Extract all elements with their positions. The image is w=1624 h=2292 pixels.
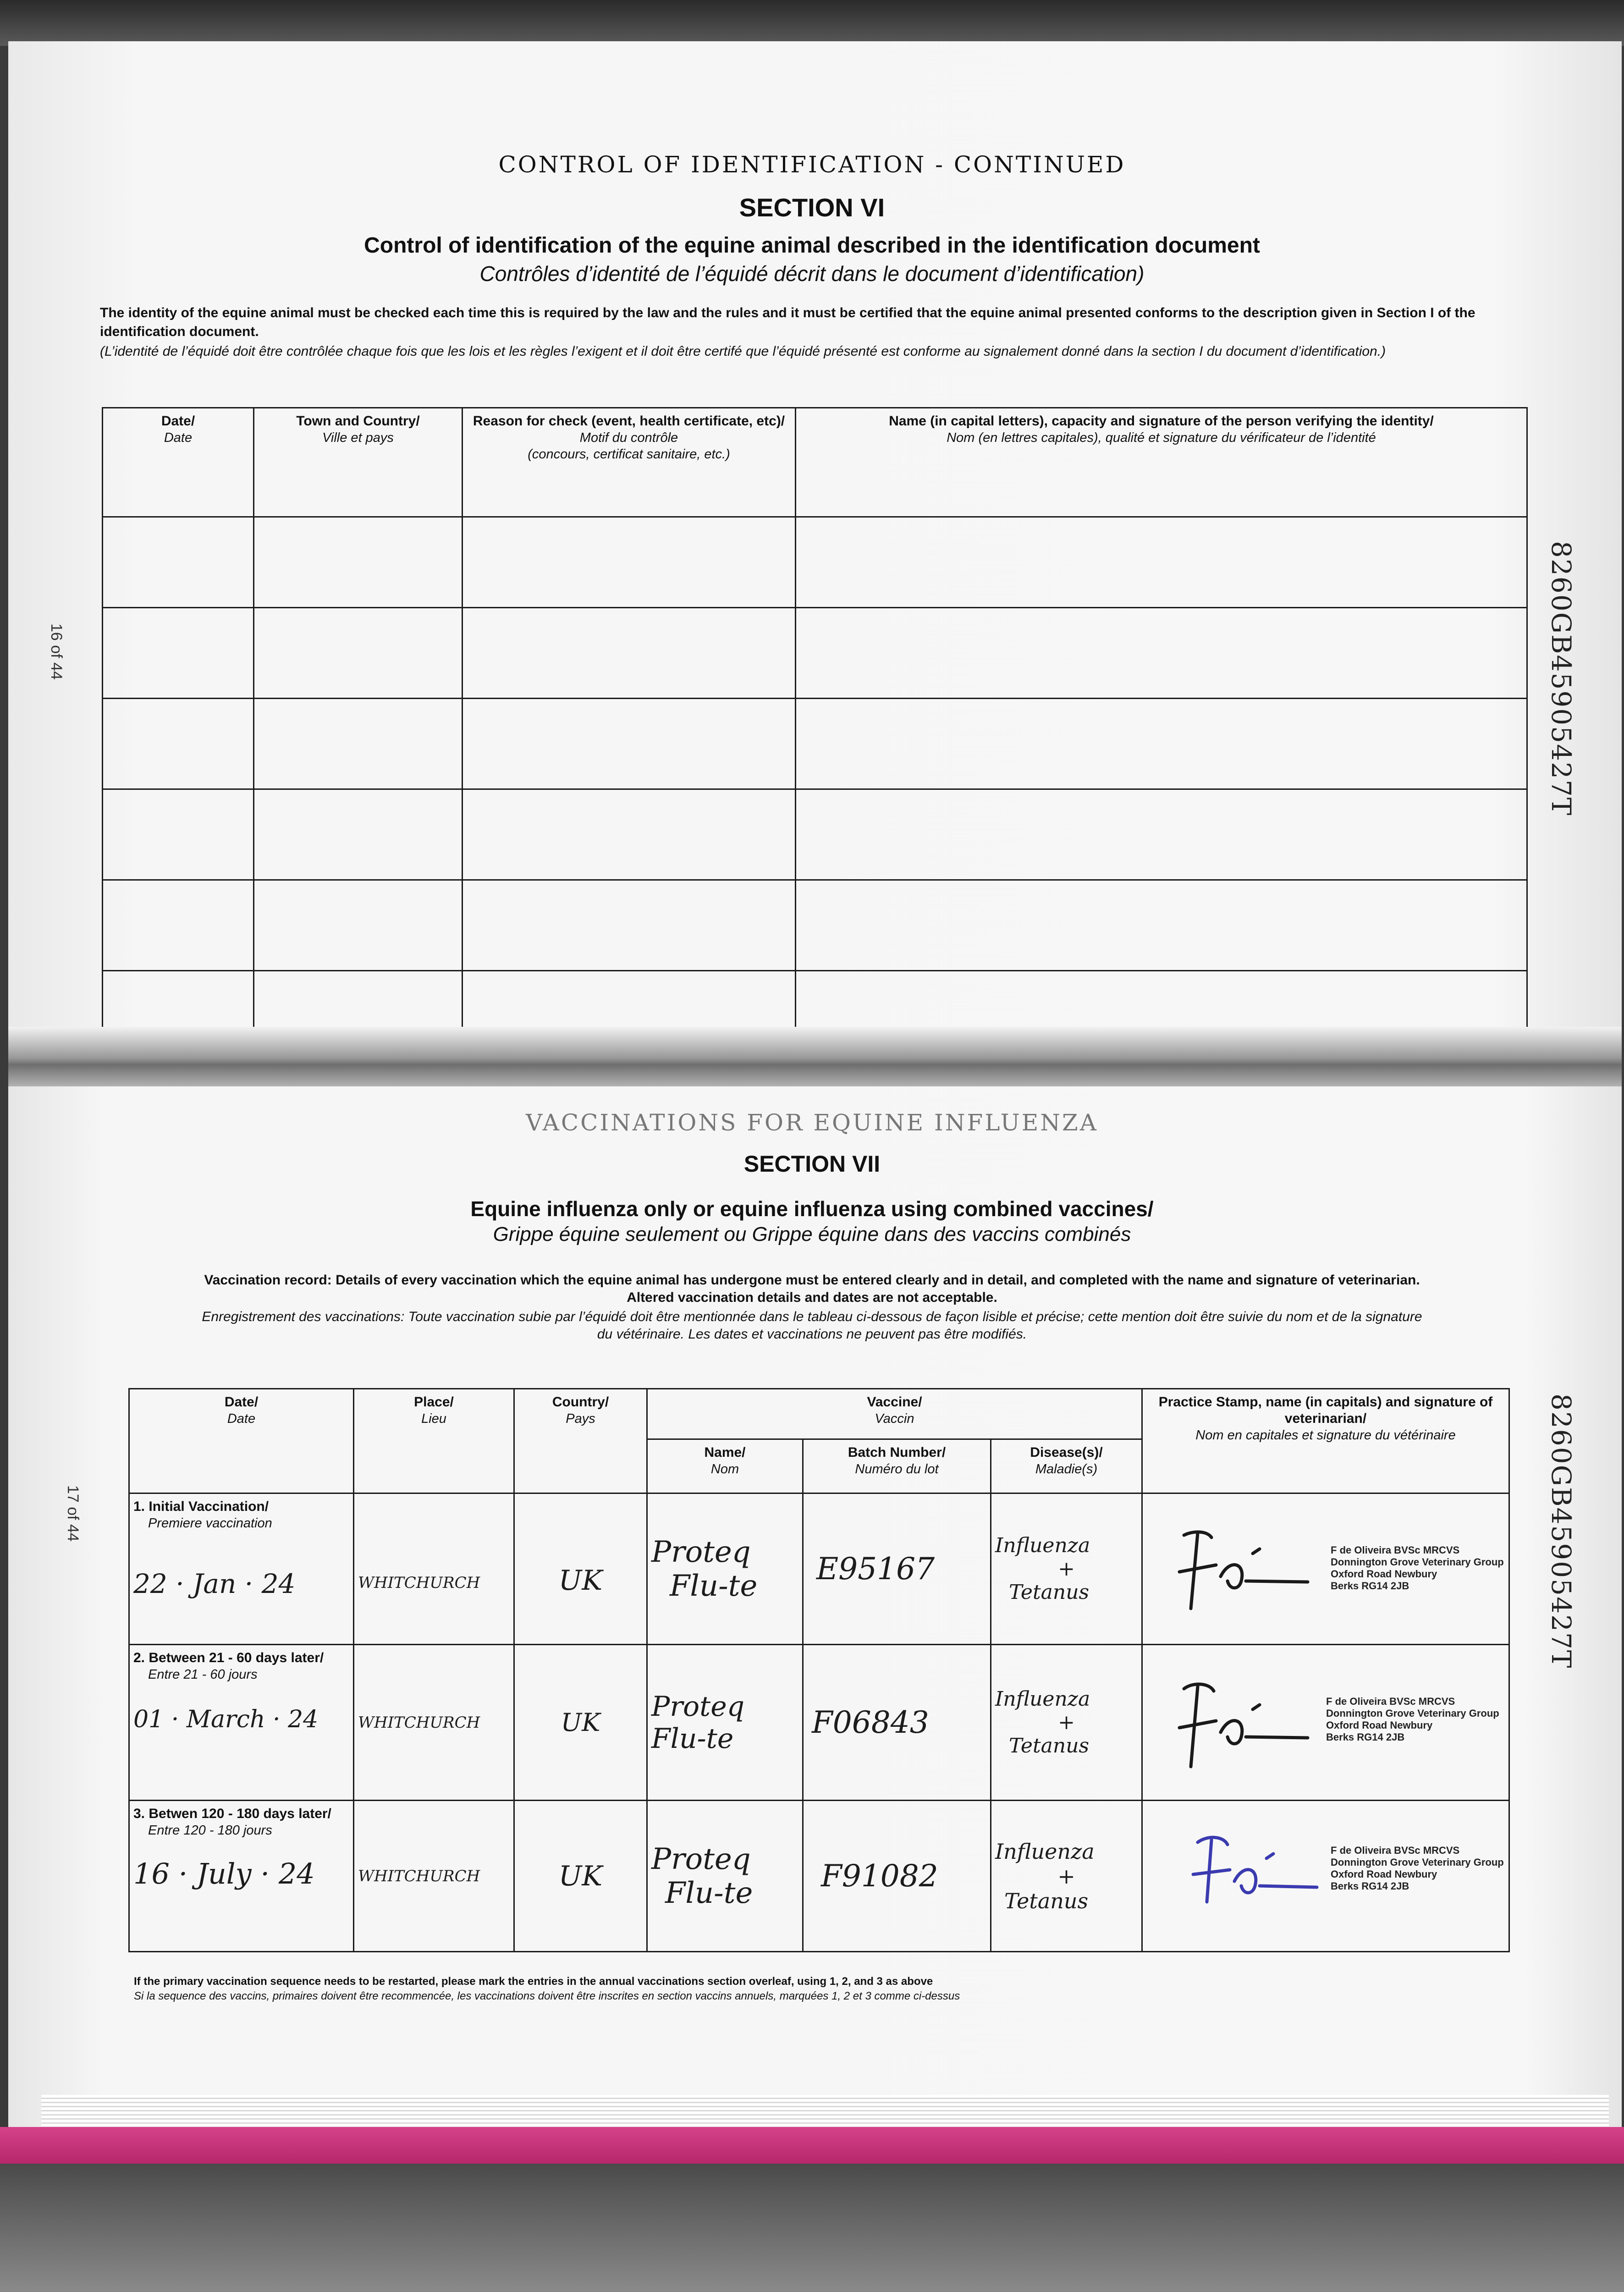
section6-intro-fr: (L’identité de l’équidé doit être contrôlée chaque fois que les lois et les règles l’exigent et il doit être certifé que l’équidé présenté est conforme au signalement donné dans la section I du document d’identification.) xyxy=(100,344,1386,359)
vet-signature-image xyxy=(1166,1673,1317,1774)
handwritten-date: 01 · March · 24 xyxy=(133,1706,319,1733)
header-vaccine: Vaccine/ Vaccin xyxy=(647,1389,1142,1439)
section6-intro-en: The identity of the equine animal must be checked each time this is required by the law and the rules and it must be certified that the equine animal presented conforms to the description given in Section I of the identification document. xyxy=(100,305,1475,339)
header-country: Country/ Pays xyxy=(514,1389,647,1493)
country-cell[interactable]: UK xyxy=(514,1645,647,1801)
place-cell[interactable]: WHITCHURCH xyxy=(354,1645,514,1801)
practice-stamp-cell[interactable] xyxy=(1142,1645,1509,1801)
page-number-17: 17 of 44 xyxy=(64,1485,82,1542)
page-number-16: 16 of 44 xyxy=(48,623,65,680)
handwritten-date: 22 · Jan · 24 xyxy=(133,1568,296,1599)
vaccine-name-cell[interactable]: Proteq Flu-te xyxy=(647,1493,803,1645)
date-cell[interactable]: 3. Betwen 120 - 180 days later/ Entre 120 - 180 jours 16 · July · 24 xyxy=(129,1801,354,1952)
handwritten-date: 16 · July · 24 xyxy=(133,1857,315,1890)
header-vaccine-name: Name/ Nom xyxy=(647,1439,803,1493)
country-cell[interactable]: UK xyxy=(514,1801,647,1952)
header-practice-stamp: Practice Stamp, name (in capitals) and signature of veterinarian/ Nom en capitales et signature du vétérinaire xyxy=(1142,1389,1509,1493)
header-batch-number: Batch Number/ Numéro du lot xyxy=(803,1439,991,1493)
reason-cell[interactable] xyxy=(462,880,796,971)
record-en-1: Vaccination record: Details of every vaccination which the equine animal has undergone must be entered clearly and in detail, and completed with the name and signature of veterinarian. xyxy=(204,1273,1420,1288)
batch-number-cell[interactable]: F06843 xyxy=(803,1645,991,1801)
disease-cell[interactable]: Influenza + Tetanus xyxy=(991,1801,1142,1952)
town-cell[interactable] xyxy=(254,608,462,699)
practice-stamp: F de Oliveira BVSc MRCVS Donnington Grove Veterinary Group Oxford Road Newbury Berks RG14 2JB xyxy=(1326,1696,1499,1743)
date-cell[interactable] xyxy=(103,517,254,608)
town-cell[interactable] xyxy=(254,789,462,880)
disease-cell[interactable]: Influenza + Tetanus xyxy=(991,1645,1142,1801)
batch-number-cell[interactable]: E95167 xyxy=(803,1493,991,1645)
table-row xyxy=(103,699,1527,789)
date-cell[interactable]: 2. Between 21 - 60 days later/ Entre 21 - 60 jours 01 · March · 24 xyxy=(129,1645,354,1801)
reason-cell[interactable] xyxy=(462,789,796,880)
reason-cell[interactable] xyxy=(462,699,796,789)
vaccination-header-row xyxy=(129,1389,1509,1439)
practice-stamp-cell[interactable] xyxy=(1142,1801,1509,1952)
identity-check-header-row xyxy=(103,408,1527,517)
table-row xyxy=(103,608,1527,699)
record-fr-1: Enregistrement des vaccinations: Toute vaccination subie par l’équidé doit être mentionnée dans le tableau ci-dessous de façon lisible et précise; cette mention doit être suivie du nom et de la signature xyxy=(202,1309,1422,1324)
section6-title-en: Control of identification of the equine animal described in the identification document xyxy=(364,233,1260,258)
table-row xyxy=(129,1645,1509,1801)
record-fr-2: du vétérinaire. Les dates et vaccinations ne peuvent pas être modifiés. xyxy=(597,1327,1027,1342)
table-row xyxy=(129,1493,1509,1645)
book-gutter xyxy=(8,1027,1622,1096)
reason-cell[interactable] xyxy=(462,517,796,608)
header-date: Date/ Date xyxy=(103,408,254,517)
section7-title-fr: Grippe équine seulement ou Grippe équine dans des vaccins combinés xyxy=(493,1223,1131,1245)
town-cell[interactable] xyxy=(254,699,462,789)
header-place: Place/ Lieu xyxy=(354,1389,514,1493)
country-cell[interactable]: UK xyxy=(514,1493,647,1645)
scanner-bottom-edge xyxy=(0,2164,1624,2292)
vaccination-table xyxy=(128,1388,1510,1952)
header-reason: Reason for check (event, health certificate, etc)/ Motif du contrôle (concours, certificat sanitaire, etc.) xyxy=(462,408,796,517)
footnote-en: If the primary vaccination sequence needs to be restarted, please mark the entries in the annual vaccinations section overleaf, using 1, 2, and 3 as above xyxy=(134,1975,933,1988)
section6-title: SECTION VI xyxy=(739,193,885,222)
date-cell[interactable]: 1. Initial Vaccination/ Premiere vaccination 22 · Jan · 24 xyxy=(129,1493,354,1645)
table-row xyxy=(103,789,1527,880)
record-en-2: Altered vaccination details and dates are not acceptable. xyxy=(627,1290,997,1305)
table-row xyxy=(103,880,1527,971)
date-cell[interactable] xyxy=(103,789,254,880)
town-cell[interactable] xyxy=(254,880,462,971)
verifier-cell[interactable] xyxy=(796,608,1527,699)
town-cell[interactable] xyxy=(254,517,462,608)
table-row xyxy=(129,1801,1509,1952)
date-cell[interactable] xyxy=(103,699,254,789)
vet-signature-image xyxy=(1166,1521,1317,1613)
header-date: Date/ Date xyxy=(129,1389,354,1493)
section7-title-en: Equine influenza only or equine influenza using combined vaccines/ xyxy=(470,1197,1154,1221)
verifier-cell[interactable] xyxy=(796,789,1527,880)
practice-stamp-cell[interactable] xyxy=(1142,1493,1509,1645)
batch-number-cell[interactable]: F91082 xyxy=(803,1801,991,1952)
side-id-bottom: 8260GB45905427T xyxy=(1546,1394,1577,1669)
verifier-cell[interactable] xyxy=(796,699,1527,789)
scanner-top-edge xyxy=(0,0,1624,46)
date-cell[interactable] xyxy=(103,608,254,699)
place-cell[interactable]: WHITCHURCH xyxy=(354,1801,514,1952)
footnote-fr: Si la sequence des vaccins, primaires doivent être recommencée, les vaccinations doivent être inscrites en section vaccins annuels, marquées 1, 2 et 3 comme ci-dessus xyxy=(134,1990,960,2002)
practice-stamp: F de Oliveira BVSc MRCVS Donnington Grove Veterinary Group Oxford Road Newbury Berks RG14 2JB xyxy=(1331,1544,1504,1592)
vet-signature-image xyxy=(1179,1824,1331,1916)
header-diseases: Disease(s)/ Maladie(s) xyxy=(991,1439,1142,1493)
vaccine-name-cell[interactable]: Proteq Flu-te xyxy=(647,1801,803,1952)
table-row xyxy=(103,517,1527,608)
verifier-cell[interactable] xyxy=(796,517,1527,608)
place-cell[interactable]: WHITCHURCH xyxy=(354,1493,514,1645)
running-head-section6: CONTROL OF IDENTIFICATION - CONTINUED xyxy=(498,151,1126,178)
book-cover-edge xyxy=(0,2127,1624,2164)
date-cell[interactable] xyxy=(103,880,254,971)
header-verifier-name: Name (in capital letters), capacity and signature of the person verifying the identity/ Nom (en lettres capitales), qualité et signature du vérificateur de l’identité xyxy=(796,408,1527,517)
section7-title: SECTION VII xyxy=(743,1151,881,1177)
header-town-country: Town and Country/ Ville et pays xyxy=(254,408,462,517)
running-head-section7: VACCINATIONS FOR EQUINE INFLUENZA xyxy=(526,1109,1098,1136)
reason-cell[interactable] xyxy=(462,608,796,699)
disease-cell[interactable]: Influenza + Tetanus xyxy=(991,1493,1142,1645)
practice-stamp: F de Oliveira BVSc MRCVS Donnington Grove Veterinary Group Oxford Road Newbury Berks RG14 2JB xyxy=(1331,1845,1504,1892)
vaccine-name-cell[interactable]: Proteq Flu-te xyxy=(647,1645,803,1801)
identity-check-table xyxy=(102,407,1528,1054)
side-id-top: 8260GB45905427T xyxy=(1546,541,1577,816)
verifier-cell[interactable] xyxy=(796,880,1527,971)
section6-title-fr: Contrôles d’identité de l’équidé décrit dans le document d’identification) xyxy=(479,262,1145,286)
